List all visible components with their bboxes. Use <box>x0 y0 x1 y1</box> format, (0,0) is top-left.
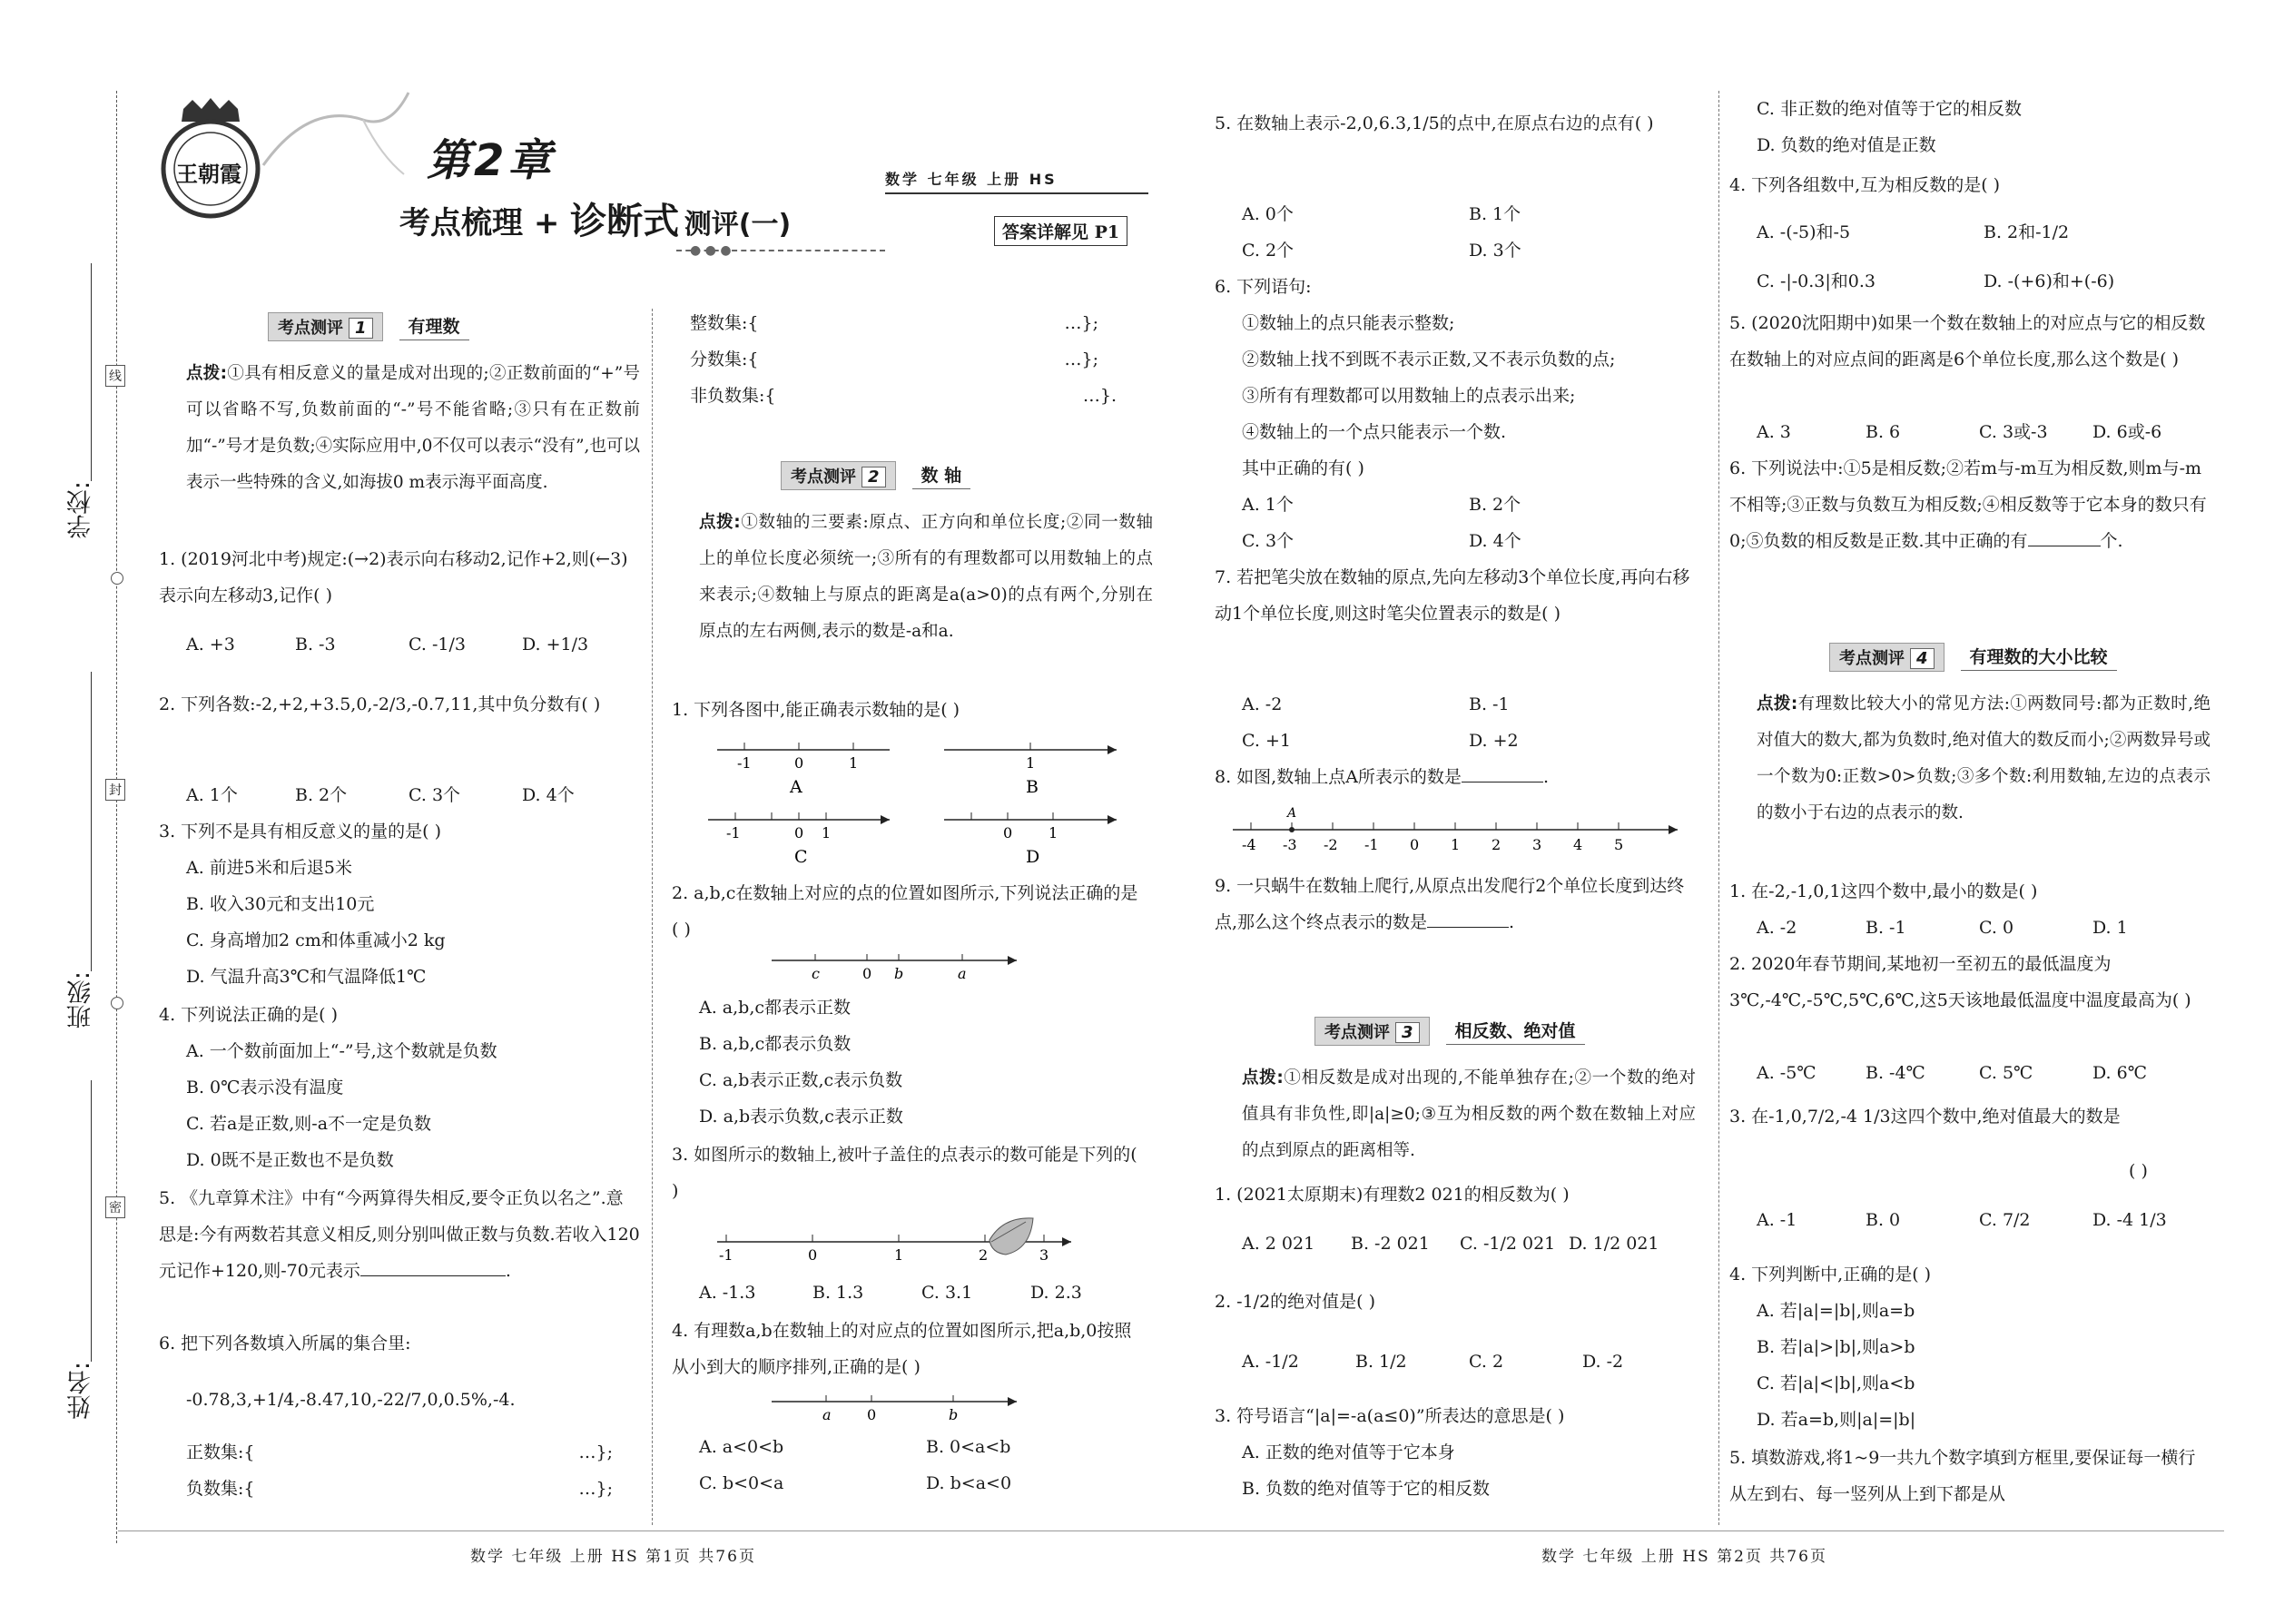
question-ask: 其中正确的有( ) <box>1242 458 1364 478</box>
section-title: 数 轴 <box>912 462 971 489</box>
option[interactable]: B. -2 021 <box>1351 1234 1430 1254</box>
section-1-heading <box>268 312 469 341</box>
binding-edge <box>0 0 123 1624</box>
tick-label: -3 <box>1283 836 1297 853</box>
option[interactable]: A. -5℃ <box>1757 1063 1816 1083</box>
option[interactable]: D. +2 <box>1469 731 1519 751</box>
s2-q3: 3. 如图所示的数轴上,被叶子盖住的点表示的数可能是下列的( ) <box>672 1145 1137 1201</box>
option[interactable]: C. 3.1 <box>921 1283 973 1303</box>
s3-q3-options <box>1242 1434 1696 1507</box>
course-tags: 数学 七年级 上册 HS <box>885 171 1058 188</box>
option[interactable]: A. a,b,c都表示正数 <box>699 998 852 1018</box>
s3-q1-options <box>1242 1225 1696 1262</box>
chapter-title: 第2章 <box>427 135 556 186</box>
option[interactable]: D. 6℃ <box>2092 1063 2147 1083</box>
section-3-tip: 点拨:①相反数是成对出现的,不能单独存在;②一个数的绝对值具有非负性,即|a|≥0;③互为相反数的两个数在数轴上对应的点到原点的距离相等. <box>1242 1068 1696 1160</box>
option[interactable]: C. -|-0.3|和0.3 <box>1757 271 1876 291</box>
answer-blank[interactable] <box>360 1275 506 1276</box>
s1-q2: 2. 下列各数:-2,+2,+3.5,0,-2/3,-0.7,11,其中负分数有( ) <box>159 694 601 714</box>
tick-label: -1 <box>737 754 752 772</box>
s2-q4: 4. 有理数a,b在数轴上的对应点的位置如图所示,把a,b,0按照从小到大的顺序排列,正确的是( ) <box>672 1321 1132 1377</box>
s3-q1: 1. (2021太原期末)有理数2 021的相反数为( ) <box>1215 1185 1570 1205</box>
s4-q3-options <box>1757 1202 2210 1238</box>
axis-leaf <box>717 1215 1080 1269</box>
option[interactable]: A. 前进5米和后退5米 <box>186 858 352 878</box>
tick-label: -2 <box>1324 836 1338 853</box>
option[interactable]: D. 若a=b,则|a|=|b| <box>1757 1410 1916 1430</box>
section-label: 考点测评 3 <box>1314 1017 1430 1046</box>
point-a <box>1289 827 1295 832</box>
option[interactable]: D. 气温升高3℃和气温降低1℃ <box>186 967 427 987</box>
s1-q4-options <box>186 1033 640 1178</box>
s2-q7: 7. 若把笔尖放在数轴的原点,先向左移动3个单位长度,再向右移动1个单位长度,则这时笔尖位置表示的数是( ) <box>1215 567 1690 624</box>
axis-q8 <box>1233 804 1687 859</box>
s2-q5-options <box>1242 196 1696 269</box>
section-label: 考点测评 2 <box>781 461 896 490</box>
section-title: 有理数 <box>399 313 469 340</box>
tick-label: -1 <box>726 824 741 842</box>
axis-label: D <box>1026 847 1040 867</box>
s1-q3-options <box>186 850 640 995</box>
option[interactable]: C. -1/3 <box>409 635 466 655</box>
option[interactable]: D. b<a<0 <box>926 1473 1012 1493</box>
s4-q3-paren: ( ) <box>2129 1161 2148 1181</box>
s4-q3: 3. 在-1,0,7/2,-4 1/3这四个数中,绝对值最大的数是 <box>1729 1107 2121 1127</box>
axis-d[interactable] <box>944 812 1117 867</box>
s2-q5: 5. 在数轴上表示-2,0,6.3,1/5的点中,在原点右边的点有( ) <box>1215 113 1654 133</box>
option[interactable]: C. b<0<a <box>699 1473 784 1493</box>
s2-q3-options <box>699 1275 1144 1311</box>
tick-label: 4 <box>1573 836 1583 853</box>
option[interactable]: C. 0 <box>1979 918 2014 938</box>
axis-q8-ticks <box>1251 822 1619 830</box>
name-label: 姓名: <box>67 1362 95 1420</box>
option[interactable]: B. 若|a|>|b|,则a>b <box>1757 1337 1915 1357</box>
statement: ④数轴上的一个点只能表示一个数. <box>1242 422 1507 442</box>
tick-label: 3 <box>1532 836 1542 853</box>
axis-a[interactable] <box>717 743 890 797</box>
option[interactable]: A. 1个 <box>1242 495 1294 515</box>
option[interactable]: C. -1/2 021 <box>1460 1234 1556 1254</box>
tick-label: 2 <box>1492 836 1501 853</box>
option[interactable]: D. +1/3 <box>522 635 589 655</box>
option[interactable]: B. 2个 <box>1469 495 1521 515</box>
s4-q5: 5. 填数游戏,将1~9一共九个数字填到方框里,要保证每一横行从左到右、每一竖列从上到下都是从 <box>1729 1448 2196 1504</box>
binding-dashed-line <box>116 91 117 1543</box>
option[interactable]: A. -(-5)和-5 <box>1757 222 1851 242</box>
name-line <box>91 1080 92 1362</box>
option[interactable]: A. +3 <box>186 635 235 655</box>
binding-hole-1 <box>111 572 123 585</box>
option[interactable]: A. 若|a|=|b|,则a=b <box>1757 1301 1915 1321</box>
tick-label: 0 <box>1003 824 1013 842</box>
option[interactable]: B. -3 <box>295 635 336 655</box>
footer-rule <box>118 1530 2224 1531</box>
option[interactable]: D. -4 1/3 <box>2092 1210 2167 1230</box>
logo-text: 王朝霞 <box>176 161 241 187</box>
tick-label: 1 <box>1026 754 1036 772</box>
answer-blank[interactable] <box>1427 927 1509 928</box>
s2-q8: 8. 如图,数轴上点A所表示的数是 . <box>1215 767 1549 787</box>
section-4-heading <box>1829 643 2117 672</box>
section-1-tip: 点拨:①具有相反意义的量是成对出现的;②正数前面的“+”号可以省略不写,负数前面的“-”号不能省略;③只有在正数前加“-”号才是负数;④实际应用中,0不仅可以表示“没有”,也可以表示一些特殊的含义,如海拔0 m表示海平面高度. <box>186 364 640 492</box>
s4-q2: 2. 2020年春节期间,某地初一至初五的最低温度为3℃,-4℃,-5℃,5℃,6℃,这5天该地最低温度中温度最高为( ) <box>1729 954 2191 1010</box>
tick-label: 1 <box>1451 836 1461 853</box>
school-label: 学校: <box>67 481 95 539</box>
option[interactable]: C. 若|a|<|b|,则a<b <box>1757 1373 1915 1393</box>
s3-q2: 2. -1/2的绝对值是( ) <box>1215 1292 1376 1312</box>
column-divider-2 <box>1718 91 1719 1525</box>
point-label: b <box>949 1406 959 1423</box>
option[interactable]: A. -2 <box>1242 694 1283 714</box>
s2-q1: 1. 下列各图中,能正确表示数轴的是( ) <box>672 700 960 720</box>
s4-q1: 1. 在-2,-1,0,1这四个数中,最小的数是( ) <box>1729 881 2038 901</box>
option[interactable]: B. 0℃表示没有温度 <box>186 1078 344 1097</box>
option[interactable]: C. 身高增加2 cm和体重减小2 kg <box>186 930 446 950</box>
option[interactable]: C. 3个 <box>1242 531 1295 551</box>
subtitle-b: 诊断式 <box>570 201 680 242</box>
option[interactable]: B. 收入30元和支出10元 <box>186 894 375 914</box>
section-title: 有理数的大小比较 <box>1961 644 2117 671</box>
section-4-tip: 点拨:有理数比较大小的常见方法:①两数同号:都为正数时,绝对值大的数大,都为负数时,绝对值大的数反而小;②两数异号或一个数为0:正数>0>负数;③多个数:利用数轴,左边的点表示的数小于右边的点表示的数. <box>1757 694 2210 822</box>
s3-q5: 5. (2020沈阳期中)如果一个数在数轴上的对应点与它的相反数在数轴上的对应点间的距离是6个单位长度,那么这个数是( ) <box>1729 313 2206 369</box>
option[interactable]: B. a,b,c都表示负数 <box>699 1034 852 1054</box>
s1-q6: 6. 把下列各数填入所属的集合里: <box>159 1334 411 1353</box>
option[interactable]: A. 正数的绝对值等于它本身 <box>1242 1442 1455 1462</box>
s3-q3-options-cont <box>1757 91 2210 163</box>
option[interactable]: A. -1/2 <box>1242 1352 1299 1372</box>
section-2-tip: 点拨:①数轴的三要素:原点、正方向和单位长度;②同一数轴上的单位长度必须统一;③所有的有理数都可以用数轴上的点来表示;④数轴上与原点的距离是a(a>0)的点有两个,分别在原点的左右两侧,表示的数是-a和a. <box>699 513 1154 641</box>
set-negative[interactable]: 负数集:{ …}; <box>186 1479 613 1499</box>
axis-c[interactable] <box>708 812 890 867</box>
axis-abc <box>772 950 1026 986</box>
option[interactable]: D. 负数的绝对值是正数 <box>1757 135 1936 155</box>
option[interactable]: C. 2 <box>1469 1352 1504 1372</box>
option[interactable]: B. 0 <box>1866 1210 1901 1230</box>
s2-q7-options <box>1242 686 1696 759</box>
tick-label: 1 <box>822 824 832 842</box>
s1-q6-numbers: -0.78,3,+1/4,-8.47,10,-22/7,0,0.5%,-4. <box>186 1390 516 1410</box>
s2-q9: 9. 一只蜗牛在数轴上爬行,从原点出发爬行2个单位长度到达终点,那么这个终点表示的数是 . <box>1215 876 1685 932</box>
s2-q4-options <box>699 1429 1144 1501</box>
tick-label: 0 <box>808 1246 818 1264</box>
ribbon-decoration <box>254 84 418 187</box>
binding-hole-2 <box>111 997 123 1009</box>
statement: ②数轴上找不到既不表示正数,又不表示负数的点; <box>1242 349 1616 369</box>
option[interactable]: C. 5℃ <box>1979 1063 2033 1083</box>
axis-ab0 <box>772 1391 1026 1427</box>
tick-label: 1 <box>849 754 859 772</box>
tick-label: 0 <box>794 824 804 842</box>
tick-label: 1 <box>1049 824 1058 842</box>
leaf-icon <box>989 1218 1033 1255</box>
s4-q2-options <box>1757 1055 2210 1091</box>
mark-mid: 封 <box>105 779 125 801</box>
logo <box>156 98 265 221</box>
section-2-heading <box>781 461 970 490</box>
tick-label: 5 <box>1614 836 1624 853</box>
tick-label: 0 <box>794 754 804 772</box>
s3-q3: 3. 符号语言“|a|=-a(a≤0)”所表达的意思是( ) <box>1215 1406 1565 1426</box>
s3-q4-options <box>1757 214 2210 300</box>
option[interactable]: B. 0<a<b <box>926 1437 1011 1457</box>
option[interactable]: B. 1.3 <box>812 1283 864 1303</box>
option[interactable]: C. a,b表示正数,c表示负数 <box>699 1070 903 1090</box>
option[interactable]: B. 负数的绝对值等于它的相反数 <box>1242 1479 1491 1499</box>
subtitle-a: 考点梳理 + <box>399 205 571 241</box>
s3-q6: 6. 下列说法中:①5是相反数;②若m与-m互为相反数,则m与-m不相等;③正数与负数互为相反数;④相反数等于它本身的数只有0;⑤负数的相反数是正数.其中正确的有 个. <box>1729 458 2207 551</box>
mark-outer: 线 <box>105 365 125 387</box>
option[interactable]: D. -(+6)和+(-6) <box>1984 271 2115 291</box>
subtitle-c: 测评(一) <box>684 209 792 241</box>
point-label: b <box>894 965 904 982</box>
tick-label: 0 <box>1410 836 1420 853</box>
option[interactable]: B. 1个 <box>1469 204 1521 224</box>
tick-label: 2 <box>979 1246 989 1264</box>
school-line <box>91 263 92 481</box>
point-label: a <box>822 1406 832 1423</box>
option[interactable]: D. 1 <box>2092 918 2128 938</box>
set-integer[interactable]: 整数集:{ …}; <box>690 313 1098 333</box>
option[interactable]: D. 4个 <box>522 785 575 805</box>
class-label: 班级: <box>67 971 95 1029</box>
option[interactable]: D. 6或-6 <box>2092 422 2162 442</box>
s3-q2-options <box>1242 1343 1696 1380</box>
option[interactable]: B. 1/2 <box>1355 1352 1407 1372</box>
point-label: 0 <box>867 1406 877 1423</box>
header-dots: ● ● ● <box>690 243 732 258</box>
s4-q1-options <box>1757 910 2210 946</box>
option[interactable]: A. 一个数前面加上“-”号,这个数就是负数 <box>186 1041 497 1061</box>
s2-q2-options <box>699 989 1144 1135</box>
point-label: 0 <box>862 965 872 982</box>
option[interactable]: A. 2 021 <box>1242 1234 1315 1254</box>
point-label: c <box>812 965 820 982</box>
option[interactable]: C. 若a是正数,则-a不一定是负数 <box>186 1114 432 1134</box>
option[interactable]: B. 2个 <box>295 785 348 805</box>
s1-q1: 1. (2019河北中考)规定:(→2)表示向右移动2,记作+2,则(←3)表示向左移动3,记作( ) <box>159 549 628 605</box>
s1-q4: 4. 下列说法正确的是( ) <box>159 1005 339 1025</box>
option[interactable]: B. 6 <box>1866 422 1901 442</box>
course-tags-line <box>885 192 1148 194</box>
answer-ref: 答案详解见 P1 <box>994 216 1127 246</box>
option[interactable]: A. a<0<b <box>699 1437 784 1457</box>
section-3-heading <box>1314 1017 1585 1046</box>
s3-q4: 4. 下列各组数中,互为相反数的是( ) <box>1729 175 2001 195</box>
option[interactable]: C. 非正数的绝对值等于它的相反数 <box>1757 99 2022 119</box>
tick-label: -4 <box>1242 836 1256 853</box>
tick-label: -1 <box>719 1246 733 1264</box>
option[interactable]: C. 7/2 <box>1979 1210 2031 1230</box>
option[interactable]: D. -2 <box>1582 1352 1624 1372</box>
statement: ①数轴上的点只能表示整数; <box>1242 313 1455 333</box>
s1-q1-options <box>186 626 640 663</box>
s2-q6-items <box>1242 305 1714 487</box>
option[interactable]: D. 2.3 <box>1030 1283 1082 1303</box>
axis-b[interactable] <box>944 743 1117 797</box>
section-title: 相反数、绝对值 <box>1446 1018 1585 1045</box>
option[interactable]: B. 2和-1/2 <box>1984 222 2070 242</box>
section-label: 考点测评 4 <box>1829 643 1944 672</box>
option[interactable]: C. 3或-3 <box>1979 422 2048 442</box>
s1-q3: 3. 下列不是具有相反意义的量的是( ) <box>159 822 442 842</box>
axis-label: A <box>790 777 802 797</box>
class-line <box>91 672 92 971</box>
axis-options-svg <box>708 733 1144 870</box>
option[interactable]: A. 1个 <box>186 785 238 805</box>
column-divider-1 <box>652 309 653 1525</box>
statement: ③所有有理数都可以用数轴上的点表示出来; <box>1242 386 1576 406</box>
option[interactable]: D. 1/2 021 <box>1569 1234 1659 1254</box>
option[interactable]: A. 0个 <box>1242 204 1294 224</box>
s2-q6: 6. 下列语句: <box>1215 277 1312 297</box>
option[interactable]: B. -4℃ <box>1866 1063 1925 1083</box>
tick-label: 3 <box>1039 1246 1049 1264</box>
option[interactable]: C. 3个 <box>409 785 461 805</box>
option[interactable]: D. 4个 <box>1469 531 1521 551</box>
option[interactable]: D. 3个 <box>1469 241 1521 261</box>
axis-label: B <box>1026 777 1039 797</box>
set-fraction[interactable]: 分数集:{ …}; <box>690 349 1098 369</box>
option[interactable]: A. -1.3 <box>699 1283 756 1303</box>
s3-q5-options <box>1757 414 2210 450</box>
option[interactable]: A. -1 <box>1757 1210 1797 1230</box>
s2-q6-options <box>1242 487 1696 559</box>
s1-q2-options <box>186 777 640 813</box>
page-subtitle <box>399 192 791 244</box>
option[interactable]: B. -1 <box>1866 918 1906 938</box>
option[interactable]: D. 0既不是正数也不是负数 <box>186 1150 394 1170</box>
axis-label: C <box>794 847 808 867</box>
option[interactable]: B. -1 <box>1469 694 1510 714</box>
set-nonnegative[interactable]: 非负数集:{ …}. <box>690 386 1117 406</box>
s2-q2: 2. a,b,c在数轴上对应的点的位置如图所示,下列说法正确的是( ) <box>672 883 1138 940</box>
option[interactable]: D. a,b表示负数,c表示正数 <box>699 1107 903 1127</box>
tick-label: 1 <box>894 1246 904 1264</box>
option[interactable]: A. -2 <box>1757 918 1797 938</box>
option[interactable]: C. 2个 <box>1242 241 1295 261</box>
mark-inner: 密 <box>105 1196 125 1218</box>
section-label: 考点测评 1 <box>268 312 383 341</box>
option[interactable]: C. +1 <box>1242 731 1291 751</box>
tick-label: -1 <box>1364 836 1379 853</box>
footer-right: 数学 七年级 上册 HS 第2页 共76页 <box>1541 1548 1827 1566</box>
set-positive[interactable]: 正数集:{ …}; <box>186 1442 613 1462</box>
s4-q4-options <box>1757 1293 2210 1438</box>
option[interactable]: A. 3 <box>1757 422 1791 442</box>
s4-q4: 4. 下列判断中,正确的是( ) <box>1729 1265 1932 1284</box>
s1-q5: 5. 《九章算术注》中有“今两算得失相反,要令正负以名之”.意思是:今有两数若其意义相反,则分别叫做正数与负数.若收入120元记作+120,则-70元表示 . <box>159 1188 640 1281</box>
footer-left: 数学 七年级 上册 HS 第1页 共76页 <box>470 1548 756 1566</box>
point-label: a <box>958 965 967 982</box>
point-a-label: A <box>1287 806 1297 821</box>
